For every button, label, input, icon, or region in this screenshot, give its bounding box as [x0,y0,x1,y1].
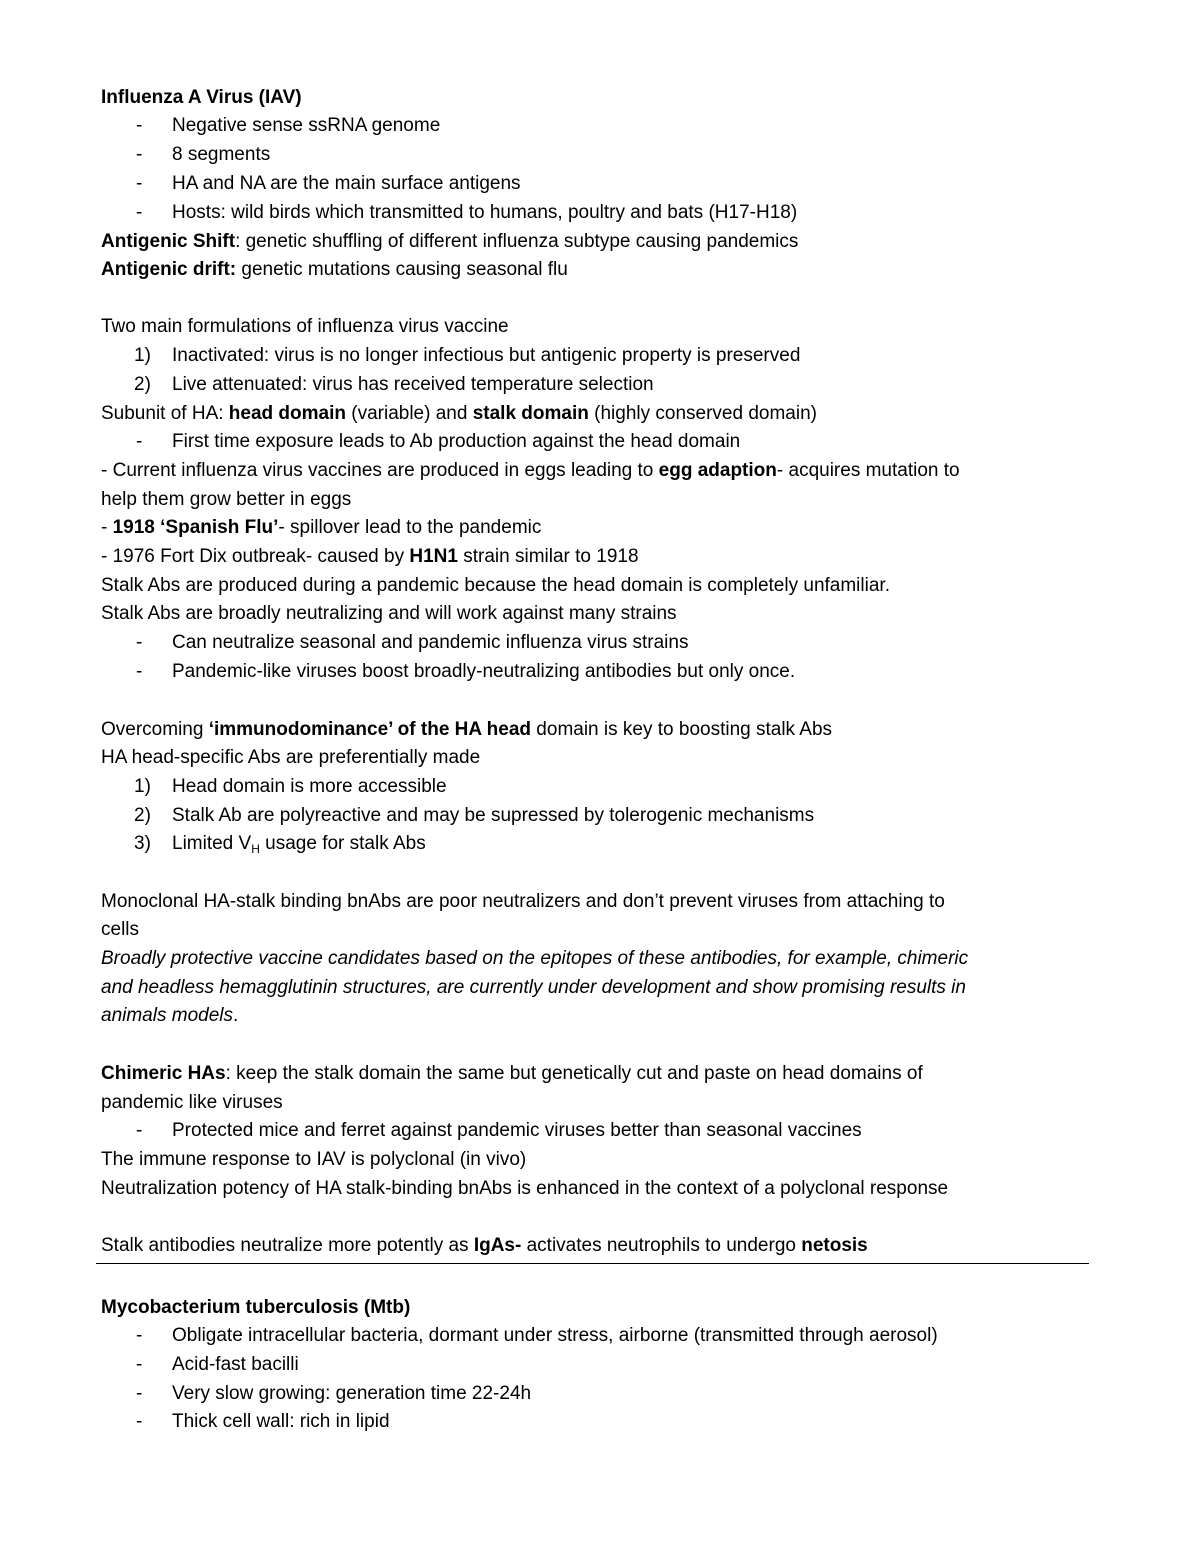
vaccine-item: Inactivated: virus is no longer infectious but antigenic property is preserved [172,345,801,366]
head-specific-line: HA head-specific Abs are preferentially made [101,747,481,768]
bnabs-line-2: cells [101,919,140,940]
bullet-dash: - [136,661,143,682]
vaccine-intro: Two main formulations of influenza virus vaccine [101,316,509,337]
stalk-bullet: Can neutralize seasonal and pandemic influenza virus strains [172,632,689,653]
first-exposure-bullet: First time exposure leads to Ab production against the head domain [172,431,741,452]
iav-title: Influenza A Virus (IAV) [101,87,302,108]
polyclonal-line: The immune response to IAV is polyclonal (in vivo) [101,1149,527,1170]
fort-dix-line: - 1976 Fort Dix outbreak- caused by H1N1 strain similar to 1918 [101,546,639,567]
list-number: 1) [134,776,151,797]
egg-adaption-line: - Current influenza virus vaccines are produced in eggs leading to egg adaption- acquires mutation to [101,460,960,481]
bullet-dash: - [136,431,143,452]
immunodominance-item: Stalk Ab are polyreactive and may be supressed by tolerogenic mechanisms [172,805,815,826]
subunit-line: Subunit of HA: head domain (variable) and stalk domain (highly conserved domain) [101,403,817,424]
stalk-abs-line: Stalk Abs are broadly neutralizing and will work against many strains [101,603,677,624]
bullet-dash: - [136,1411,143,1432]
stalk-bullet: Pandemic-like viruses boost broadly-neutralizing antibodies but only once. [172,661,796,682]
mtb-bullet: Obligate intracellular bacteria, dormant under stress, airborne (transmitted through aerosol) [172,1325,938,1346]
iav-bullet: HA and NA are the main surface antigens [172,173,521,194]
chimeric-line-2: pandemic like viruses [101,1092,283,1113]
list-number: 2) [134,374,151,395]
bnabs-line: Monoclonal HA-stalk binding bnAbs are poor neutralizers and don’t prevent viruses from attaching to [101,891,945,912]
italic-note-line: animals models. [101,1005,239,1026]
potency-line: Neutralization potency of HA stalk-binding bnAbs is enhanced in the context of a polyclonal response [101,1178,949,1199]
mtb-bullet: Thick cell wall: rich in lipid [172,1411,390,1432]
iav-bullet: Negative sense ssRNA genome [172,115,441,136]
list-number: 1) [134,345,151,366]
chimeric-bullet: Protected mice and ferret against pandemic viruses better than seasonal vaccines [172,1120,862,1141]
stalk-abs-line: Stalk Abs are produced during a pandemic because the head domain is completely unfamiliar. [101,575,890,596]
vaccine-item: Live attenuated: virus has received temperature selection [172,374,654,395]
antigenic-drift-line: Antigenic drift: genetic mutations causing seasonal flu [101,259,568,280]
italic-note-line: Broadly protective vaccine candidates based on the epitopes of these antibodies, for example, chimeric [101,948,969,969]
bullet-dash: - [136,144,143,165]
immunodominance-item: Limited $V_H$ usage for stalk Abs [172,833,426,856]
immunodominance-item: Head domain is more accessible [172,776,447,797]
bullet-dash: - [136,202,143,223]
spanish-flu-line: - 1918 ‘Spanish Flu’- spillover lead to the pandemic [101,517,542,538]
bullet-dash: - [136,115,143,136]
section-divider [96,1263,1089,1264]
list-number: 2) [134,805,151,826]
bullet-dash: - [136,1325,143,1346]
bullet-dash: - [136,173,143,194]
bullet-dash: - [136,1120,143,1141]
iga-line: Stalk antibodies neutralize more potently as IgAs- activates neutrophils to undergo netosis [101,1235,868,1256]
bullet-dash: - [136,1354,143,1375]
mtb-title: Mycobacterium tuberculosis (Mtb) [101,1297,411,1318]
list-number: 3) [134,833,151,854]
chimeric-line: Chimeric HAs: keep the stalk domain the same but genetically cut and paste on head domains of [101,1063,923,1084]
bullet-dash: - [136,1383,143,1404]
iav-bullet: 8 segments [172,144,271,165]
iav-bullet: Hosts: wild birds which transmitted to humans, poultry and bats (H17-H18) [172,202,798,223]
antigenic-shift-line: Antigenic Shift: genetic shuffling of different influenza subtype causing pandemics [101,231,799,252]
bullet-dash: - [136,632,143,653]
italic-note-line: and headless hemagglutinin structures, are currently under development and show promising results in [101,977,966,998]
mtb-bullet: Very slow growing: generation time 22-24h [172,1383,532,1404]
mtb-bullet: Acid-fast bacilli [172,1354,299,1375]
egg-adaption-line-2: help them grow better in eggs [101,489,352,510]
immunodominance-line: Overcoming ‘immunodominance’ of the HA head domain is key to boosting stalk Abs [101,719,833,740]
